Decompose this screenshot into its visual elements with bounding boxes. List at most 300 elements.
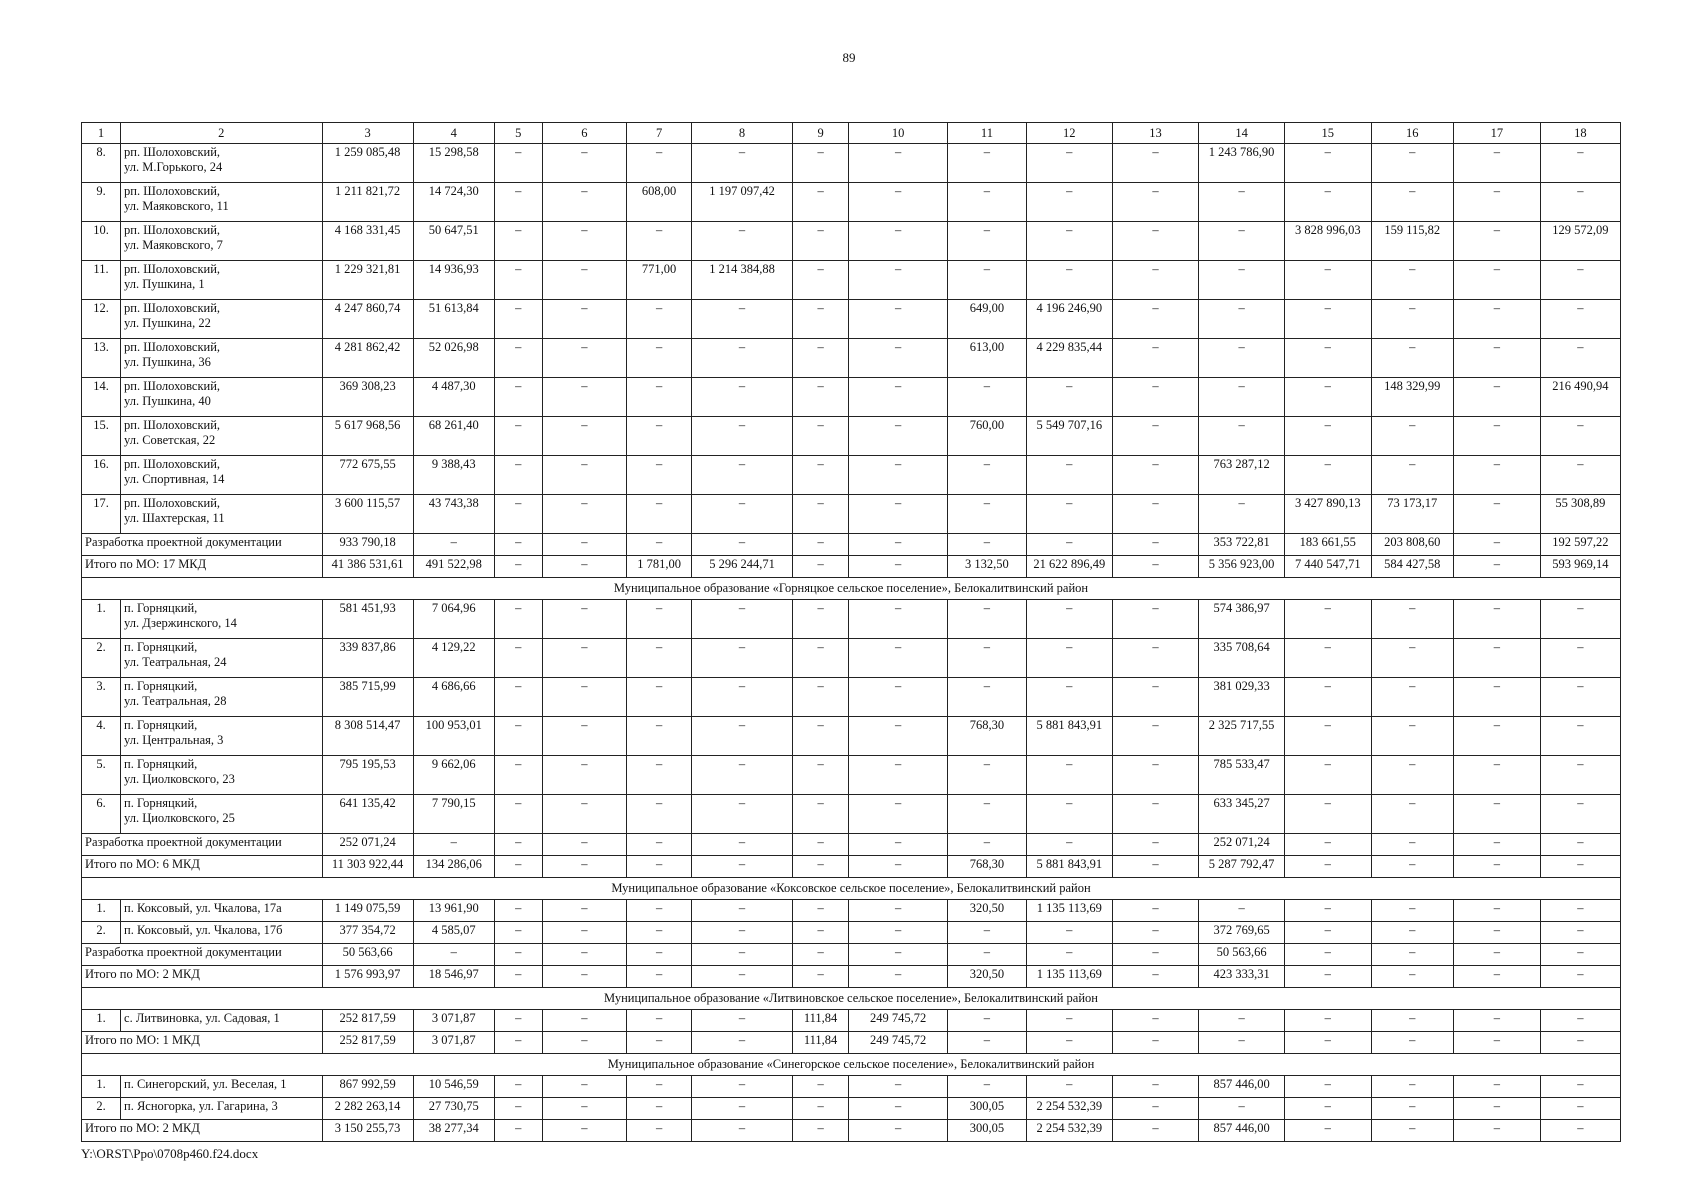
value-cell: – [1371,717,1453,756]
value-cell: – [1371,756,1453,795]
value-cell: 1 781,00 [627,556,692,578]
value-cell: – [1112,922,1199,944]
value-cell: – [1112,556,1199,578]
row-number: 3. [82,678,121,717]
value-cell: – [1453,1120,1540,1142]
building-row [82,261,1621,300]
value-cell: – [627,678,692,717]
value-cell: – [849,600,948,639]
value-cell: 933 790,18 [322,534,413,556]
value-cell: – [692,378,793,417]
value-cell: – [1453,678,1540,717]
value-cell: – [494,1076,542,1098]
value-cell: 4 281 862,42 [322,339,413,378]
value-cell: 249 745,72 [849,1010,948,1032]
building-row [82,1098,1621,1120]
value-cell: – [494,900,542,922]
value-cell: – [1112,678,1199,717]
value-cell: – [692,795,793,834]
design-docs-row [82,944,1621,966]
total-label: Итого по МО: 17 МКД [82,556,323,578]
row-number: 1. [82,900,121,922]
value-cell: 385 715,99 [322,678,413,717]
municipality-title: Муниципальное образование «Коксовское сельское поселение», Белокалитвинский район [82,878,1621,900]
value-cell: 134 286,06 [413,856,494,878]
value-cell: – [947,261,1026,300]
value-cell: – [494,183,542,222]
value-cell: – [494,456,542,495]
value-cell: 3 132,50 [947,556,1026,578]
address-settlement: рп. Шолоховский, [124,457,221,471]
value-cell: 7 440 547,71 [1284,556,1371,578]
value-cell: – [494,756,542,795]
value-cell: – [849,556,948,578]
value-cell: 1 576 993,97 [322,966,413,988]
value-cell: – [542,600,627,639]
value-cell: 111,84 [792,1032,848,1054]
address-settlement: п. Синегорский, ул. Веселая, 1 [124,1077,287,1091]
value-cell: – [849,495,948,534]
value-cell: – [849,944,948,966]
address-settlement: рп. Шолоховский, [124,496,221,510]
value-cell: – [1284,1076,1371,1098]
value-cell: 5 296 244,71 [692,556,793,578]
value-cell: 14 936,93 [413,261,494,300]
building-address [121,600,323,639]
value-cell: – [1540,1076,1620,1098]
value-cell: – [947,1010,1026,1032]
address-settlement: рп. Шолоховский, [124,145,221,159]
value-cell: – [494,834,542,856]
value-cell: – [1371,795,1453,834]
value-cell: – [1026,1076,1112,1098]
value-cell: – [1026,922,1112,944]
value-cell: 771,00 [627,261,692,300]
value-cell: – [1453,966,1540,988]
value-cell: 252 817,59 [322,1032,413,1054]
value-cell: – [1112,717,1199,756]
value-cell: – [692,222,793,261]
value-cell: 1 214 384,88 [692,261,793,300]
value-cell: – [1112,300,1199,339]
value-cell: 18 546,97 [413,966,494,988]
row-number: 17. [82,495,121,534]
row-number: 1. [82,600,121,639]
column-number-header: 18 [1540,123,1620,144]
building-address [121,1098,323,1120]
value-cell: – [849,900,948,922]
address-street: ул. Центральная, 3 [124,733,224,747]
value-cell: – [1112,966,1199,988]
value-cell: 1 229 321,81 [322,261,413,300]
value-cell: 4 247 860,74 [322,300,413,339]
value-cell: – [494,795,542,834]
building-address [121,417,323,456]
value-cell: – [1112,834,1199,856]
value-cell: – [1453,900,1540,922]
total-row [82,966,1621,988]
value-cell: – [692,922,793,944]
value-cell: – [849,966,948,988]
value-cell: – [542,339,627,378]
value-cell: – [1540,922,1620,944]
building-address [121,495,323,534]
value-cell: – [1026,944,1112,966]
value-cell: – [1371,900,1453,922]
value-cell: – [792,944,848,966]
value-cell: – [792,222,848,261]
address-street: ул. Советская, 22 [124,433,216,447]
value-cell: 3 071,87 [413,1010,494,1032]
building-row [82,417,1621,456]
value-cell: – [849,417,948,456]
value-cell: – [1540,856,1620,878]
address-settlement: п. Горняцкий, [124,718,198,732]
value-cell: 1 211 821,72 [322,183,413,222]
value-cell: – [1284,717,1371,756]
building-row [82,300,1621,339]
value-cell: 4 487,30 [413,378,494,417]
value-cell: 148 329,99 [1371,378,1453,417]
value-cell: – [1284,1010,1371,1032]
value-cell: – [1540,600,1620,639]
value-cell: – [627,1098,692,1120]
value-cell: – [1371,922,1453,944]
value-cell: – [1112,456,1199,495]
value-cell: – [1284,678,1371,717]
value-cell: 3 600 115,57 [322,495,413,534]
value-cell: – [1284,456,1371,495]
address-settlement: рп. Шолоховский, [124,184,221,198]
value-cell: – [692,756,793,795]
value-cell: 1 135 113,69 [1026,900,1112,922]
value-cell: – [1284,339,1371,378]
value-cell: – [692,639,793,678]
value-cell: – [1112,495,1199,534]
value-cell: – [1284,1120,1371,1142]
value-cell: – [542,417,627,456]
total-label: Итого по МО: 6 МКД [82,856,323,878]
value-cell: 4 196 246,90 [1026,300,1112,339]
value-cell: – [627,922,692,944]
value-cell: – [627,834,692,856]
value-cell: 581 451,93 [322,600,413,639]
column-number-header: 10 [849,123,948,144]
row-number: 6. [82,795,121,834]
value-cell: – [1540,1032,1620,1054]
building-address [121,183,323,222]
value-cell: 353 722,81 [1199,534,1285,556]
value-cell: – [1112,756,1199,795]
address-street: ул. Театральная, 24 [124,655,227,669]
building-address [121,1010,323,1032]
address-street: ул. Пушкина, 1 [124,277,205,291]
column-number-header: 3 [322,123,413,144]
value-cell: – [849,144,948,183]
value-cell: 203 808,60 [1371,534,1453,556]
value-cell: – [494,1098,542,1120]
value-cell: – [1453,856,1540,878]
municipality-header-row [82,988,1621,1010]
value-cell: – [1026,639,1112,678]
value-cell: – [1453,222,1540,261]
value-cell: – [1371,600,1453,639]
value-cell: – [494,222,542,261]
address-street: ул. Спортивная, 14 [124,472,225,486]
value-cell: – [1540,717,1620,756]
value-cell: – [849,456,948,495]
value-cell: 641 135,42 [322,795,413,834]
value-cell: – [1112,1032,1199,1054]
address-street: ул. Шахтерская, 11 [124,511,225,525]
value-cell: – [542,261,627,300]
value-cell: – [413,534,494,556]
design-docs-row [82,834,1621,856]
total-label: Итого по МО: 1 МКД [82,1032,323,1054]
value-cell: – [1453,183,1540,222]
value-cell: – [627,966,692,988]
value-cell: 7 790,15 [413,795,494,834]
column-number-header: 1 [82,123,121,144]
value-cell: – [792,183,848,222]
value-cell: 1 243 786,90 [1199,144,1285,183]
value-cell: – [692,944,793,966]
value-cell: – [627,144,692,183]
value-cell: – [542,900,627,922]
value-cell: – [1453,417,1540,456]
value-cell: – [1540,300,1620,339]
value-cell: – [1453,378,1540,417]
value-cell: – [1453,1032,1540,1054]
value-cell: – [494,556,542,578]
value-cell: – [627,495,692,534]
row-number: 1. [82,1010,121,1032]
value-cell: – [1453,756,1540,795]
value-cell: – [1112,1010,1199,1032]
value-cell: – [1371,417,1453,456]
total-label: Итого по МО: 2 МКД [82,1120,323,1142]
address-settlement: рп. Шолоховский, [124,301,221,315]
value-cell: 772 675,55 [322,456,413,495]
municipality-header-row [82,578,1621,600]
value-cell: – [1026,534,1112,556]
value-cell: 760,00 [947,417,1026,456]
value-cell: – [1112,378,1199,417]
value-cell: 5 356 923,00 [1199,556,1285,578]
building-address [121,222,323,261]
building-row [82,1010,1621,1032]
column-number-header: 13 [1112,123,1199,144]
address-settlement: с. Литвиновка, ул. Садовая, 1 [124,1011,280,1025]
value-cell: – [1453,261,1540,300]
value-cell: – [1453,1010,1540,1032]
value-cell: – [1199,900,1285,922]
value-cell: – [947,222,1026,261]
value-cell: – [1284,922,1371,944]
value-cell: – [542,834,627,856]
value-cell: – [542,1098,627,1120]
column-number-header: 5 [494,123,542,144]
value-cell: – [692,1098,793,1120]
value-cell: 21 622 896,49 [1026,556,1112,578]
value-cell: – [627,417,692,456]
building-address [121,339,323,378]
value-cell: 4 585,07 [413,922,494,944]
building-row [82,600,1621,639]
value-cell: – [1371,456,1453,495]
value-cell: 3 150 255,73 [322,1120,413,1142]
value-cell: – [494,495,542,534]
value-cell: – [792,339,848,378]
row-number: 16. [82,456,121,495]
building-row [82,495,1621,534]
row-number: 2. [82,1098,121,1120]
value-cell: 795 195,53 [322,756,413,795]
municipality-header-row [82,878,1621,900]
value-cell: 50 563,66 [322,944,413,966]
value-cell: – [542,717,627,756]
value-cell: – [1540,261,1620,300]
value-cell: – [627,1032,692,1054]
design-docs-label: Разработка проектной документации [82,534,323,556]
address-street: ул. М.Горького, 24 [124,160,223,174]
value-cell: – [542,495,627,534]
building-row [82,339,1621,378]
value-cell: – [1199,222,1285,261]
building-address [121,261,323,300]
value-cell: 857 446,00 [1199,1120,1285,1142]
value-cell: – [1453,300,1540,339]
value-cell: – [692,339,793,378]
value-cell: – [792,300,848,339]
building-address [121,717,323,756]
row-number: 8. [82,144,121,183]
value-cell: – [1453,1076,1540,1098]
value-cell: – [1112,339,1199,378]
building-row [82,456,1621,495]
value-cell: – [692,717,793,756]
value-cell: 423 333,31 [1199,966,1285,988]
value-cell: 13 961,90 [413,900,494,922]
value-cell: – [1112,600,1199,639]
value-cell: 5 287 792,47 [1199,856,1285,878]
value-cell: – [1540,339,1620,378]
address-settlement: п. Горняцкий, [124,679,198,693]
building-row [82,922,1621,944]
row-number: 12. [82,300,121,339]
value-cell: – [1284,183,1371,222]
value-cell: – [1453,456,1540,495]
value-cell: – [542,966,627,988]
address-settlement: п. Горняцкий, [124,640,198,654]
value-cell: – [849,378,948,417]
address-street: ул. Пушкина, 40 [124,394,211,408]
value-cell: – [627,300,692,339]
value-cell: 372 769,65 [1199,922,1285,944]
value-cell: – [792,639,848,678]
value-cell: – [792,922,848,944]
value-cell: – [1026,378,1112,417]
value-cell: – [1284,144,1371,183]
value-cell: – [1199,417,1285,456]
value-cell: 4 686,66 [413,678,494,717]
value-cell: – [494,678,542,717]
value-cell: – [792,378,848,417]
building-address [121,756,323,795]
address-street: ул. Пушкина, 22 [124,316,211,330]
value-cell: 55 308,89 [1540,495,1620,534]
column-number-header: 6 [542,123,627,144]
building-row [82,900,1621,922]
value-cell: – [1453,495,1540,534]
value-cell: 5 617 968,56 [322,417,413,456]
row-number: 11. [82,261,121,300]
value-cell: – [1540,678,1620,717]
value-cell: – [494,378,542,417]
value-cell: – [1284,756,1371,795]
value-cell: – [1453,944,1540,966]
value-cell: – [1371,261,1453,300]
value-cell: – [1284,300,1371,339]
value-cell: 100 953,01 [413,717,494,756]
value-cell: – [849,300,948,339]
building-address [121,639,323,678]
value-cell: – [947,944,1026,966]
value-cell: – [792,966,848,988]
value-cell: – [1453,556,1540,578]
value-cell: – [1112,144,1199,183]
building-address [121,378,323,417]
value-cell: 252 071,24 [322,834,413,856]
value-cell: – [1284,378,1371,417]
value-cell: 320,50 [947,900,1026,922]
value-cell: – [1112,261,1199,300]
value-cell: – [1453,795,1540,834]
value-cell: – [692,1076,793,1098]
address-street: ул. Циолковского, 25 [124,811,235,825]
address-street: ул. Маяковского, 7 [124,238,223,252]
value-cell: – [1026,261,1112,300]
value-cell: 73 173,17 [1371,495,1453,534]
value-cell: – [692,417,793,456]
building-address [121,300,323,339]
building-row [82,678,1621,717]
value-cell: 249 745,72 [849,1032,948,1054]
value-cell: – [627,795,692,834]
value-cell: – [792,1076,848,1098]
value-cell: – [627,944,692,966]
value-cell: 320,50 [947,966,1026,988]
value-cell: – [1112,1098,1199,1120]
value-cell: – [1284,795,1371,834]
value-cell: – [692,856,793,878]
value-cell: – [947,144,1026,183]
value-cell: 5 881 843,91 [1026,856,1112,878]
value-cell: – [1371,1076,1453,1098]
value-cell: 192 597,22 [1540,534,1620,556]
value-cell: – [1026,834,1112,856]
building-row [82,378,1621,417]
building-address [121,795,323,834]
municipality-header-row [82,1054,1621,1076]
value-cell: – [1284,1098,1371,1120]
value-cell: – [1199,495,1285,534]
row-number: 5. [82,756,121,795]
address-settlement: п. Коксовый, ул. Чкалова, 17б [124,923,283,937]
value-cell: – [1284,417,1371,456]
value-cell: – [1284,966,1371,988]
value-cell: 7 064,96 [413,600,494,639]
